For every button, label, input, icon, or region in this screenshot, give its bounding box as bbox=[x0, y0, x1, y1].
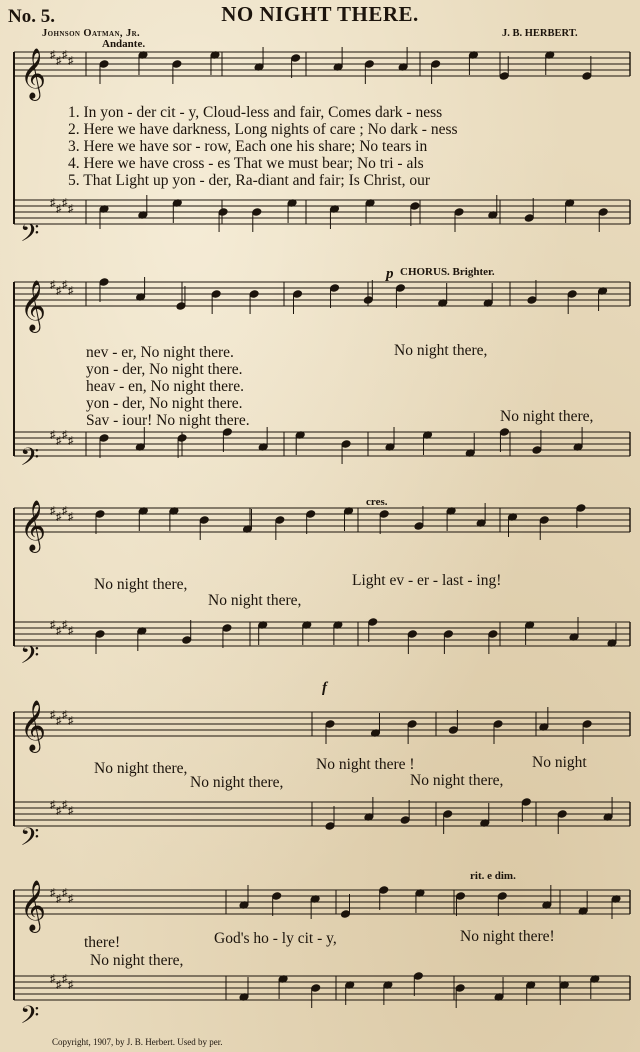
bass-clef-icon: 𝄢 bbox=[20, 641, 40, 676]
verse-3-line: 3. Here we have sor - row, Each one his share; No tears in bbox=[68, 138, 428, 155]
sharp-icon: ♯ bbox=[68, 435, 74, 447]
hymn-number: No. 5. bbox=[8, 6, 55, 27]
sharp-icon: ♯ bbox=[62, 709, 68, 721]
verse-4-end: yon - der, No night there. bbox=[86, 395, 243, 412]
sharp-icon: ♯ bbox=[56, 285, 62, 297]
bass-clef-icon: 𝄢 bbox=[20, 443, 40, 478]
treble-clef-icon: 𝄞 bbox=[20, 280, 47, 331]
sharp-icon: ♯ bbox=[68, 979, 74, 991]
sharp-icon: ♯ bbox=[62, 197, 68, 209]
sharp-icon: ♯ bbox=[68, 511, 74, 523]
treble-clef-icon: 𝄞 bbox=[20, 500, 47, 551]
composer-name: J. B. HERBERT. bbox=[502, 28, 578, 39]
verse-4-line: 4. Here we have cross - es That we must bear; No tri - als bbox=[68, 155, 424, 172]
hymn-title: NO NIGHT THERE. bbox=[221, 2, 419, 26]
chorus-lyric: No night there ! bbox=[316, 756, 415, 773]
verse-1-end: nev - er, No night there. bbox=[86, 344, 234, 361]
sharp-icon: ♯ bbox=[56, 805, 62, 817]
chorus-lyric: Light ev - er - last - ing! bbox=[352, 572, 502, 589]
chorus-lyric: No night there, bbox=[94, 576, 188, 593]
sharp-icon: ♯ bbox=[56, 511, 62, 523]
sharp-icon: ♯ bbox=[50, 973, 56, 985]
bass-clef-icon: 𝄢 bbox=[20, 1001, 40, 1036]
sharp-icon: ♯ bbox=[68, 203, 74, 215]
sharp-icon: ♯ bbox=[50, 619, 56, 631]
sharp-icon: ♯ bbox=[62, 49, 68, 61]
sharp-icon: ♯ bbox=[56, 979, 62, 991]
sharp-icon: ♯ bbox=[62, 429, 68, 441]
sharp-icon: ♯ bbox=[50, 429, 56, 441]
chorus-lyric: there! bbox=[84, 934, 121, 951]
sharp-icon: ♯ bbox=[56, 893, 62, 905]
sharp-icon: ♯ bbox=[50, 49, 56, 61]
sharp-icon: ♯ bbox=[68, 55, 74, 67]
verse-2-end: yon - der, No night there. bbox=[86, 361, 243, 378]
chorus-echo-lyric: No night there, bbox=[90, 952, 184, 969]
sharp-icon: ♯ bbox=[68, 893, 74, 905]
sharp-icon: ♯ bbox=[50, 709, 56, 721]
copyright-notice: Copyright, 1907, by J. B. Herbert. Used by per. bbox=[52, 1037, 223, 1047]
sharp-icon: ♯ bbox=[62, 505, 68, 517]
sharp-icon: ♯ bbox=[50, 505, 56, 517]
sharp-icon: ♯ bbox=[50, 887, 56, 899]
sharp-icon: ♯ bbox=[56, 435, 62, 447]
ritardando-marking: rit. e dim. bbox=[470, 870, 516, 882]
treble-clef-icon: 𝄞 bbox=[20, 700, 47, 751]
verse-3-end: heav - en, No night there. bbox=[86, 378, 244, 395]
sharp-icon: ♯ bbox=[56, 625, 62, 637]
bass-clef-icon: 𝄢 bbox=[20, 219, 40, 254]
chorus-echo-lyric: No night there, bbox=[500, 408, 594, 425]
chorus-echo-lyric: No night there, bbox=[410, 772, 504, 789]
lyricist-name: Johnson Oatman, Jr. bbox=[42, 28, 141, 39]
verse-5-end: Sav - iour! No night there. bbox=[86, 412, 250, 429]
sharp-icon: ♯ bbox=[68, 805, 74, 817]
dynamic-piano: p bbox=[386, 266, 394, 282]
sharp-icon: ♯ bbox=[62, 619, 68, 631]
treble-clef-icon: 𝄞 bbox=[20, 48, 47, 99]
chorus-lyric: No night bbox=[532, 754, 587, 771]
chorus-lyric: No night there, bbox=[94, 760, 188, 777]
chorus-lyric: God's ho - ly cit - y, bbox=[214, 930, 337, 947]
chorus-lyric: No night there, bbox=[394, 342, 488, 359]
sharp-icon: ♯ bbox=[68, 625, 74, 637]
chorus-echo-lyric: No night there, bbox=[190, 774, 284, 791]
chorus-echo-lyric: No night there, bbox=[208, 592, 302, 609]
bass-clef-icon: 𝄢 bbox=[20, 823, 40, 858]
verse-5-line: 5. That Light up yon - der, Ra-diant and fair; Is Christ, our bbox=[68, 172, 430, 189]
sharp-icon: ♯ bbox=[62, 279, 68, 291]
sharp-icon: ♯ bbox=[56, 715, 62, 727]
sharp-icon: ♯ bbox=[62, 973, 68, 985]
sharp-icon: ♯ bbox=[56, 55, 62, 67]
sharp-icon: ♯ bbox=[62, 799, 68, 811]
crescendo-marking: cres. bbox=[366, 496, 388, 508]
sharp-icon: ♯ bbox=[50, 197, 56, 209]
sharp-icon: ♯ bbox=[50, 279, 56, 291]
sharp-icon: ♯ bbox=[50, 799, 56, 811]
chorus-heading: CHORUS. Brighter. bbox=[400, 266, 495, 278]
sharp-icon: ♯ bbox=[62, 887, 68, 899]
sharp-icon: ♯ bbox=[68, 285, 74, 297]
dynamic-forte: f bbox=[322, 680, 327, 696]
tempo-marking: Andante. bbox=[102, 38, 146, 50]
sharp-icon: ♯ bbox=[68, 715, 74, 727]
treble-clef-icon: 𝄞 bbox=[20, 880, 47, 931]
chorus-lyric: No night there! bbox=[460, 928, 555, 945]
sharp-icon: ♯ bbox=[56, 203, 62, 215]
verse-2-line: 2. Here we have darkness, Long nights of care ; No dark - ness bbox=[68, 121, 458, 138]
verse-1-line: 1. In yon - der cit - y, Cloud-less and fair, Comes dark - ness bbox=[68, 104, 443, 121]
